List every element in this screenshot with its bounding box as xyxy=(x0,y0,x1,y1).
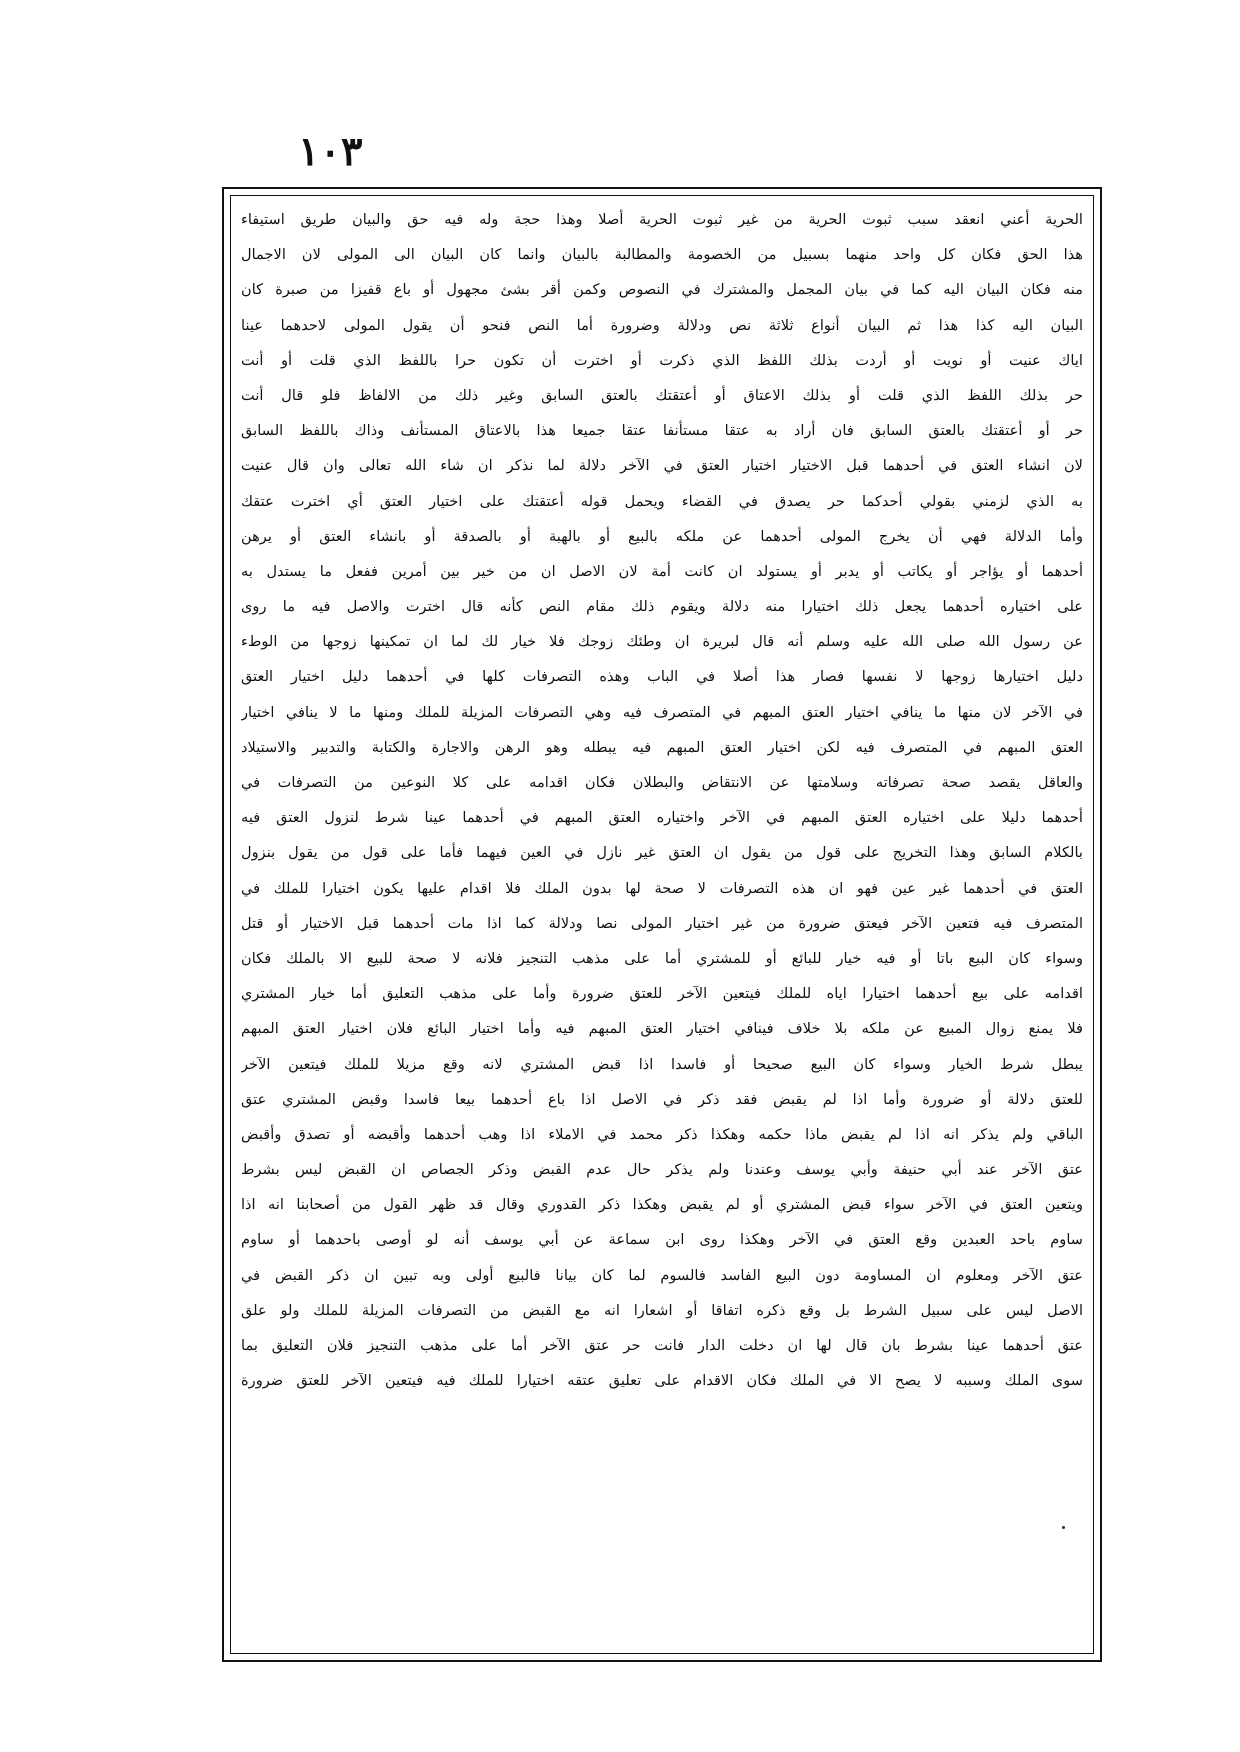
text-line: عن رسول الله صلى الله عليه وسلم أنه قال لبريرة ان وطئك زوجك فلا خيار لك لما ان تمكينها زوجها من الوطء xyxy=(241,633,1083,651)
text-line: البيان اليه كذا هذا ثم البيان أنواع ثلاثة نص ودلالة وضرورة أما النص فنحو أن يقول المولى لاحدهما عينا xyxy=(241,316,1083,334)
text-line: منه فكان البيان اليه كما في بيان المجمل والمشترك في النصوص وكمن أقر بشئ مجهول أو باع قفيزا من صبرة كان xyxy=(241,281,1083,299)
text-line: المتصرف فيه فتعين الآخر فيعتق ضرورة من غير اختيار المولى نصا ودلالة كما اذا مات أحدهما قبل الاختيار أو قتل xyxy=(241,914,1083,932)
text-line: لان انشاء العتق في أحدهما قبل الاختيار اختيار العتق في الآخر دلالة لما نذكر ان شاء الله تعالى وان قال عنيت xyxy=(241,457,1083,475)
text-frame xyxy=(222,187,1102,1662)
text-line: يبطل شرط الخيار وسواء كان البيع صحيحا أو فاسدا اذا قبض المشتري لانه وقع مزيلا للملك فيتعين الآخر xyxy=(241,1055,1083,1073)
text-line: العتق في أحدهما غير عين فهو ان هذه التصرفات لا صحة لها بدون الملك فلا اقدام عليها يكون اختيارا للملك في xyxy=(241,879,1083,897)
text-line: عتق الآخر عند أبي حنيفة وأبي يوسف وعندنا ولم يذكر حال عدم القبض وذكر الجصاص ان القبض ليس بشرط xyxy=(241,1161,1083,1179)
text-line: الباقي ولم يذكر انه اذا لم يقبض ماذا حكمه وهكذا ذكر محمد في الاملاء اذا وهب أحدهما وأقبضه أو تصدق وأقبض xyxy=(241,1125,1083,1143)
text-line: فلا يمنع زوال المبيع عن ملكه بلا خلاف فينافي اختيار العتق المبهم فيه وأما اختيار البائع فلان اختيار العتق المبهم xyxy=(241,1020,1083,1038)
text-line: العتق المبهم في المتصرف فيه لكن اختيار العتق المبهم فيه يبطله وهو الرهن والاجارة والكتابة والتدبير والاستيلاد xyxy=(241,738,1083,756)
text-line: أحدهما أو يؤاجر أو يكاتب أو يدبر أو يستولد ان كانت أمة لان الاصل ان من خير بين أمرين ففعل ما يستدل به xyxy=(241,562,1083,580)
text-line: هذا الحق فكان كل واحد منهما بسبيل من الخصومة والمطالبة بالبيان وانما كان البيان الى المولى لان الاجمال xyxy=(241,246,1083,264)
text-line: حر بذلك اللفظ الذي قلت أو بذلك الاعتاق أو أعتقتك بالعتق السابق وغير ذلك من الالفاظ فلو قال أنت xyxy=(241,386,1083,404)
text-line: حر أو أعتقتك بالعتق السابق فان أراد به عتقا مستأنفا عتقا جميعا هذا بالاعتاق المستأنف وذاك باللفظ السابق xyxy=(241,422,1083,440)
text-line: للعتق دلالة أو ضرورة وأما اذا لم يقبض فقد ذكر في الاصل اذا باع أحدهما بيعا فاسدا وقبض المشتري عتق xyxy=(241,1090,1083,1108)
page-number: ١٠٣ xyxy=(298,128,363,175)
text-line: والعاقل يقصد صحة تصرفاته وسلامتها عن الانتقاض والبطلان فكان اقدامه على كلا النوعين من التصرفات في xyxy=(241,774,1083,791)
text-line: وسواء كان البيع باتا أو فيه خيار للبائع أو للمشتري أما على مذهب التنجيز فلانه لا صحة للبيع الا بالملك فكان xyxy=(241,949,1083,967)
text-line: وأما الدلالة فهي أن يخرج المولى أحدهما عن ملكه بالبيع أو بالهبة أو بالصدقة أو بانشاء العتق أو يرهن xyxy=(241,527,1083,545)
text-line: اقدامه على بيع أحدهما اختيارا اياه للملك فيتعين الآخر للعتق ضرورة وأما على مذهب التعليق أما خيار المشتري xyxy=(241,985,1083,1003)
text-line: عتق الآخر ومعلوم ان المساومة دون البيع الفاسد فالسوم لما كان بيانا فالبيع أولى وبه تبين ان ذكر القبض في xyxy=(241,1266,1083,1284)
text-frame-inner xyxy=(230,195,1094,1654)
text-line: عتق أحدهما عينا بشرط بان قال لها ان دخلت الدار فانت حر عتق الآخر أما على مذهب التنجيز فلان التعليق بما xyxy=(241,1337,1083,1354)
text-line: سوى الملك وسببه لا يصح الا في الملك فكان الاقدام على تعليق عتقه اختيارا للملك فيه فيتعين الآخر للعتق ضرورة xyxy=(241,1372,1083,1390)
scan-speck xyxy=(1062,1526,1065,1529)
text-line: ساوم باحد العبدين وقع العتق في الآخر وهكذا روى ابن سماعة عن أبي يوسف أنه لو أوصى باحدهما أو ساوم xyxy=(241,1231,1083,1249)
text-line: على اختياره أحدهما يجعل ذلك اختيارا منه دلالة ويقوم ذلك مقام النص كأنه قال اخترت والاصل فيه ما روى xyxy=(241,598,1083,616)
text-line: اياك عنيت أو نويت أو أردت بذلك اللفظ الذي ذكرت أو اخترت أن تكون حرا باللفظ الذي قلت أو أنت xyxy=(241,351,1083,369)
text-line: الاصل ليس على سبيل الشرط بل وقع ذكره اتفاقا أو اشعارا انه مع القبض من التصرفات المزيلة للملك ولو علق xyxy=(241,1301,1083,1319)
page-text xyxy=(241,202,1083,1398)
text-line: ويتعين العتق في الآخر سواء قبض المشتري أو لم يقبض وهكذا ذكر القدوري وقال قد ظهر القول من أصحابنا انه اذا xyxy=(241,1196,1083,1214)
text-line: به الذي لزمني بقولي أحدكما حر يصدق في القضاء ويحمل قوله أعتقتك على اختيار العتق أي اخترت عتقك xyxy=(241,492,1083,510)
text-line: الحرية أعني انعقد سبب ثبوت الحرية من غير ثبوت الحرية أصلا وهذا حجة وله فيه حق والبيان طريق استيفاء xyxy=(241,211,1083,228)
text-line: دليل اختيارها زوجها لا نفسها فصار هذا أصلا في الباب وهذه التصرفات كلها في أحدهما دليل اختيار العتق xyxy=(241,668,1083,686)
text-line: أحدهما دليلا على اختياره العتق المبهم في الآخر واختياره العتق المبهم في أحدهما عينا شرط لنزول العتق فيه xyxy=(241,809,1083,827)
text-line: بالكلام السابق وهذا التخريج على قول من يقول ان العتق غير نازل في العين فيهما فأما على قول من يقول بنزول xyxy=(241,844,1083,862)
text-line: في الآخر لان منها ما ينافي اختيار العتق المبهم في المتصرف فيه وهي التصرفات المزيلة للملك ومنها ما لا ينافي اختيار xyxy=(241,703,1083,721)
